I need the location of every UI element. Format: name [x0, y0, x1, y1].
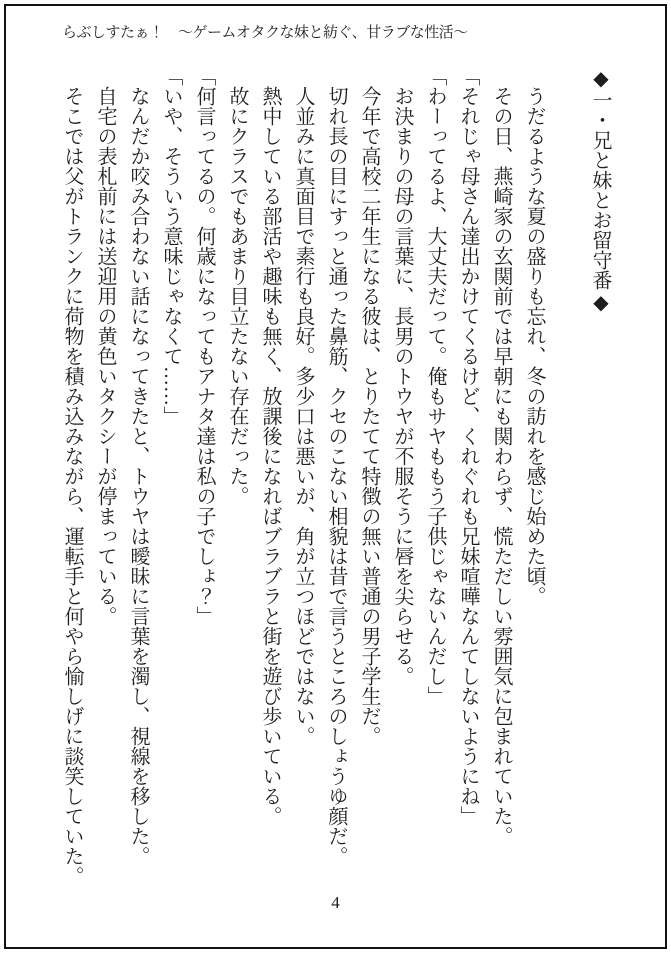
paragraph: 熱中している部活や趣味も無く、放課後になればブラブラと街を遊び歩いている。 [259, 66, 281, 826]
paragraph: そこでは父がトランクに荷物を積み込みながら、運転手と何やら愉しげに談笑していた。 [61, 66, 83, 886]
paragraph: 人並みに真面目で素行も良好。多少口は悪いが、角が立つほどではない。 [292, 66, 314, 746]
paragraph: 故にクラスでもあまり目立たない存在だった。 [226, 66, 248, 506]
page-text [55, 66, 616, 906]
paragraph: 「それじゃ母さん達出かけてくるけど、くれぐれも兄妹喧嘩なんてしないようにね」 [457, 66, 479, 826]
paragraph: 今年で高校二年生になる彼は、とりたてて特徴の無い普通の男子学生だ。 [358, 66, 380, 746]
paragraph: その日、燕崎家の玄関前では早朝にも関わらず、慌ただしい雰囲気に包まれていた。 [490, 66, 512, 846]
paragraph: 「いや、そういう意味じゃなくて……」 [160, 66, 182, 426]
paragraph: 「わーってるよ、大丈夫だって。俺もサヤももう子供じゃないんだし」 [424, 66, 446, 706]
paragraph: うだるような夏の盛りも忘れ、冬の訪れを感じ始めた頃。 [523, 66, 545, 606]
running-header-title: らぶしすたぁ！ ～ゲームオタクな妹と紡ぐ、甘ラブな性活～ [62, 25, 468, 41]
page-number: 4 [331, 893, 340, 912]
paragraph: お決まりの母の言葉に、長男のトウヤが不服そうに唇を尖らせる。 [391, 66, 413, 686]
paragraph: 自宅の表札前には送迎用の黄色いタクシーが停まっている。 [94, 66, 116, 626]
chapter-heading: ◆一・兄と妹とお留守番◆ [589, 66, 611, 314]
paragraph: 「何言ってるの。何歳になってもアナタ達は私の子でしょ？」 [193, 66, 215, 626]
paragraph: 切れ長の目にすっと通った鼻筋、クセのこない相貌は昔で言うところのしょうゆ顔だ。 [325, 66, 347, 866]
paragraph: なんだか咬み合わない話になってきたと、トウヤは曖昧に言葉を濁し、視線を移した。 [127, 66, 149, 866]
